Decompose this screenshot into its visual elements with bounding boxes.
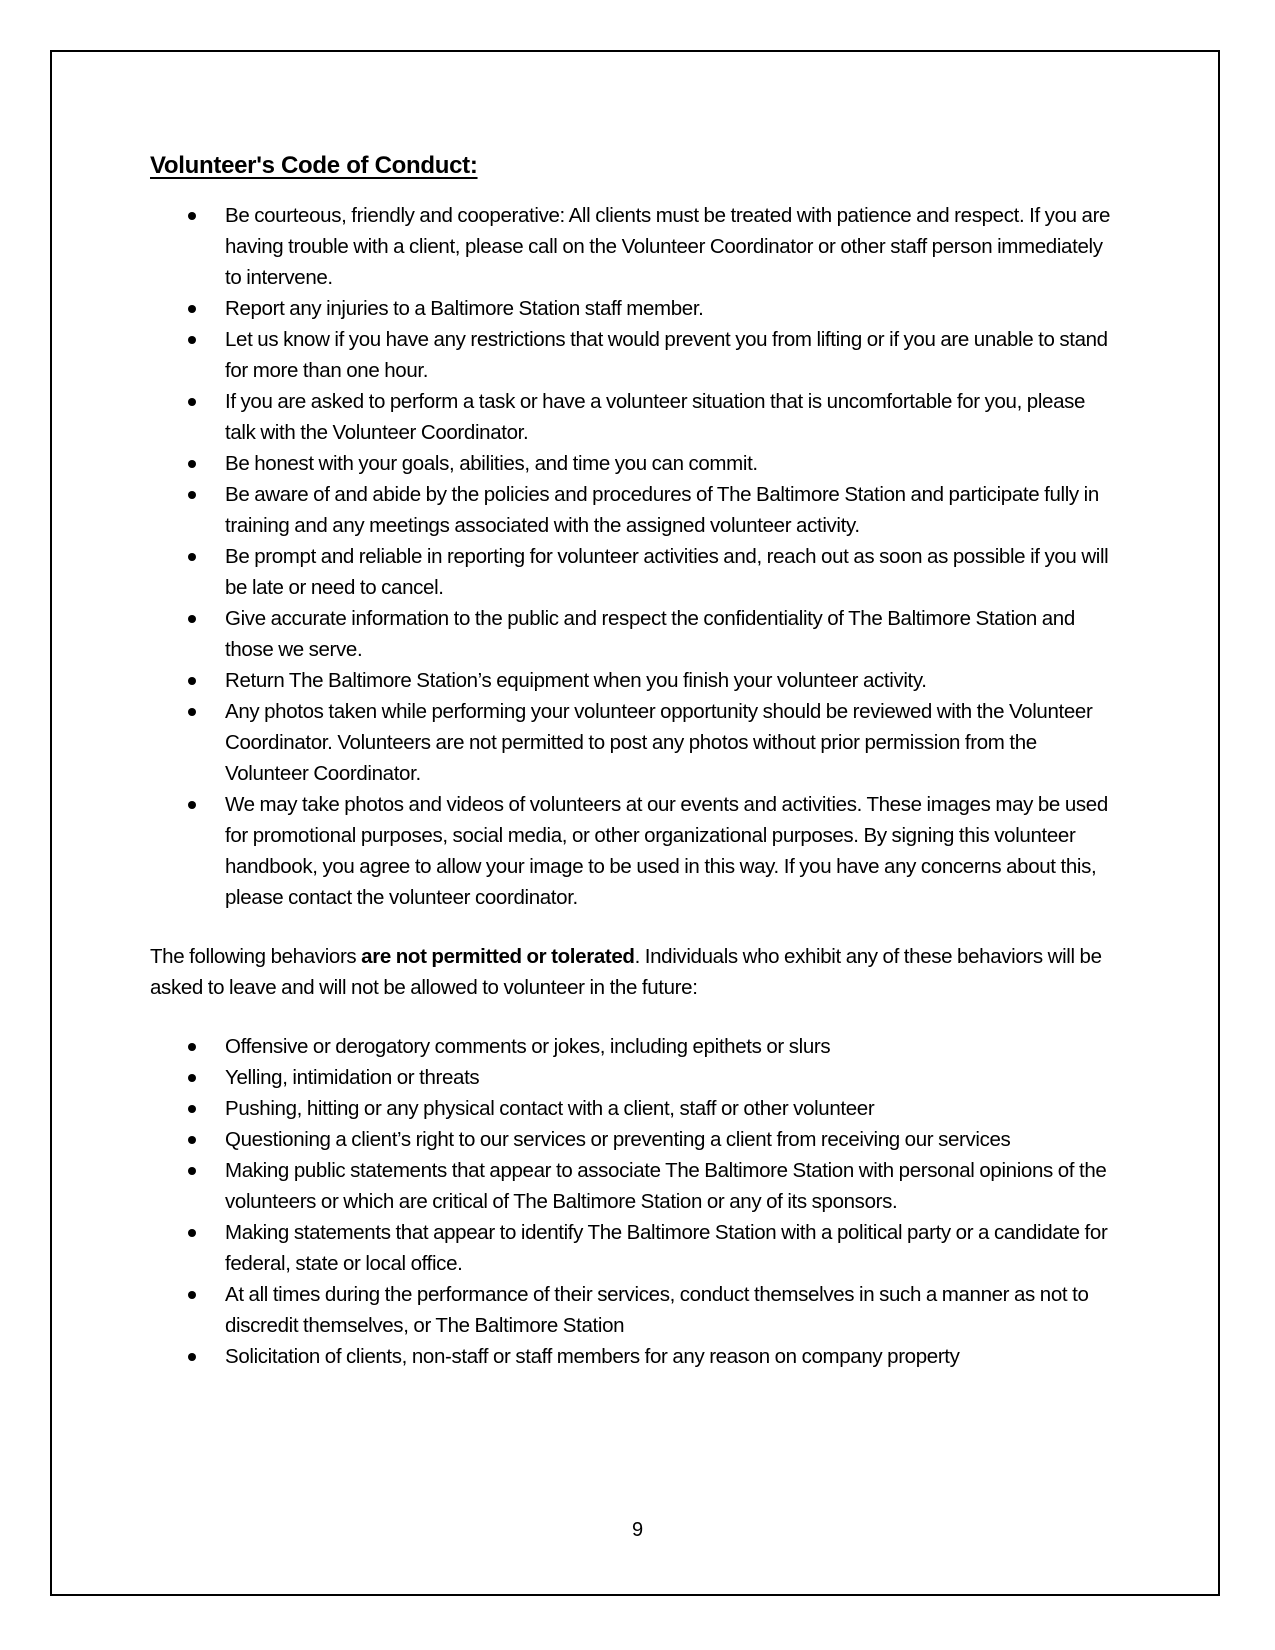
- prohibited-intro-paragraph: [150, 941, 1120, 1003]
- bullet-icon: [188, 336, 196, 344]
- list-item-text: Making public statements that appear to associate The Baltimore Station with personal opinions of the volunteers or which are critical of The Baltimore Station or any of its sponsors.: [225, 1159, 1107, 1213]
- code-of-conduct-list: [150, 200, 1120, 913]
- bullet-icon: [188, 491, 196, 499]
- list-item: [150, 665, 1120, 696]
- bullet-icon: [188, 398, 196, 406]
- list-item-text: Be courteous, friendly and cooperative: All clients must be treated with patience and respect. If you are having trouble with a client, please call on the Volunteer Coordinator or other staff person immediately to intervene.: [225, 204, 1111, 289]
- list-item-text: We may take photos and videos of volunteers at our events and activities. These images may be used for promotional purposes, social media, or other organizational purposes. By signing this volunteer handbook, you agree to allow your image to be used in this way. If you have any concerns about this, please contact the volunteer coordinator.: [225, 793, 1108, 909]
- list-item-text: Be honest with your goals, abilities, and time you can commit.: [225, 452, 758, 475]
- page-content: [150, 150, 1120, 1372]
- list-item: [150, 448, 1120, 479]
- list-item-text: Solicitation of clients, non-staff or staff members for any reason on company property: [225, 1345, 960, 1368]
- list-item-text: Return The Baltimore Station’s equipment when you finish your volunteer activity.: [225, 669, 927, 692]
- list-item-text: Pushing, hitting or any physical contact with a client, staff or other volunteer: [225, 1097, 875, 1120]
- list-item: [150, 1217, 1120, 1279]
- list-item: [150, 293, 1120, 324]
- list-item: [150, 1062, 1120, 1093]
- list-item: [150, 541, 1120, 603]
- list-item-text: At all times during the performance of their services, conduct themselves in such a manner as not to discredit themselves, or The Baltimore Station: [225, 1283, 1089, 1337]
- list-item-text: Making statements that appear to identify The Baltimore Station with a political party or a candidate for federal, state or local office.: [225, 1221, 1108, 1275]
- list-item: [150, 696, 1120, 789]
- bullet-icon: [188, 615, 196, 623]
- prohibited-behaviors-list: [150, 1031, 1120, 1372]
- bullet-icon: [188, 1291, 196, 1299]
- bullet-icon: [188, 1074, 196, 1082]
- list-item-text: If you are asked to perform a task or have a volunteer situation that is uncomfortable for you, please talk with the Volunteer Coordinator.: [225, 390, 1086, 444]
- list-item-text: Be prompt and reliable in reporting for volunteer activities and, reach out as soon as possible if you will be late or need to cancel.: [225, 545, 1109, 599]
- list-item: [150, 1279, 1120, 1341]
- list-item-text: Any photos taken while performing your volunteer opportunity should be reviewed with the Volunteer Coordinator. Volunteers are not permitted to post any photos without prior permission from the Volunteer Coordinator.: [225, 700, 1093, 785]
- list-item-text: Be aware of and abide by the policies and procedures of The Baltimore Station and participate fully in training and any meetings associated with the assigned volunteer activity.: [225, 483, 1099, 537]
- page-title: Volunteer's Code of Conduct:: [150, 152, 478, 179]
- list-item: [150, 479, 1120, 541]
- bullet-icon: [188, 801, 196, 809]
- bullet-icon: [188, 1167, 196, 1175]
- intro-emphasis: are not permitted or tolerated: [361, 945, 635, 968]
- bullet-icon: [188, 305, 196, 313]
- list-item-text: Let us know if you have any restrictions that would prevent you from lifting or if you are unable to stand for more than one hour.: [225, 328, 1108, 382]
- list-item: [150, 1031, 1120, 1062]
- bullet-icon: [188, 1229, 196, 1237]
- page-number: 9: [631, 1519, 644, 1541]
- bullet-icon: [188, 553, 196, 561]
- list-item: [150, 789, 1120, 913]
- bullet-icon: [188, 212, 196, 220]
- list-item: [150, 1124, 1120, 1155]
- list-item-text: Offensive or derogatory comments or jokes, including epithets or slurs: [225, 1035, 831, 1058]
- bullet-icon: [188, 1136, 196, 1144]
- list-item-text: Report any injuries to a Baltimore Station staff member.: [225, 297, 704, 320]
- list-item-text: Give accurate information to the public and respect the confidentiality of The Baltimore Station and those we serve.: [225, 607, 1075, 661]
- list-item: [150, 386, 1120, 448]
- bullet-icon: [188, 1353, 196, 1361]
- list-item: [150, 603, 1120, 665]
- bullet-icon: [188, 1105, 196, 1113]
- list-item: [150, 200, 1120, 293]
- list-item-text: Yelling, intimidation or threats: [225, 1066, 480, 1089]
- list-item: [150, 1093, 1120, 1124]
- bullet-icon: [188, 1043, 196, 1051]
- list-item: [150, 324, 1120, 386]
- intro-text-continued: . Individuals who exhibit any of these behaviors will be asked to leave and will not be allowed to volunteer in the future:: [150, 945, 1102, 999]
- bullet-icon: [188, 708, 196, 716]
- intro-text: The following behaviors: [150, 945, 362, 968]
- bullet-icon: [188, 460, 196, 468]
- list-item: [150, 1155, 1120, 1217]
- list-item: [150, 1341, 1120, 1372]
- bullet-icon: [188, 677, 196, 685]
- list-item-text: Questioning a client’s right to our services or preventing a client from receiving our services: [225, 1128, 1011, 1151]
